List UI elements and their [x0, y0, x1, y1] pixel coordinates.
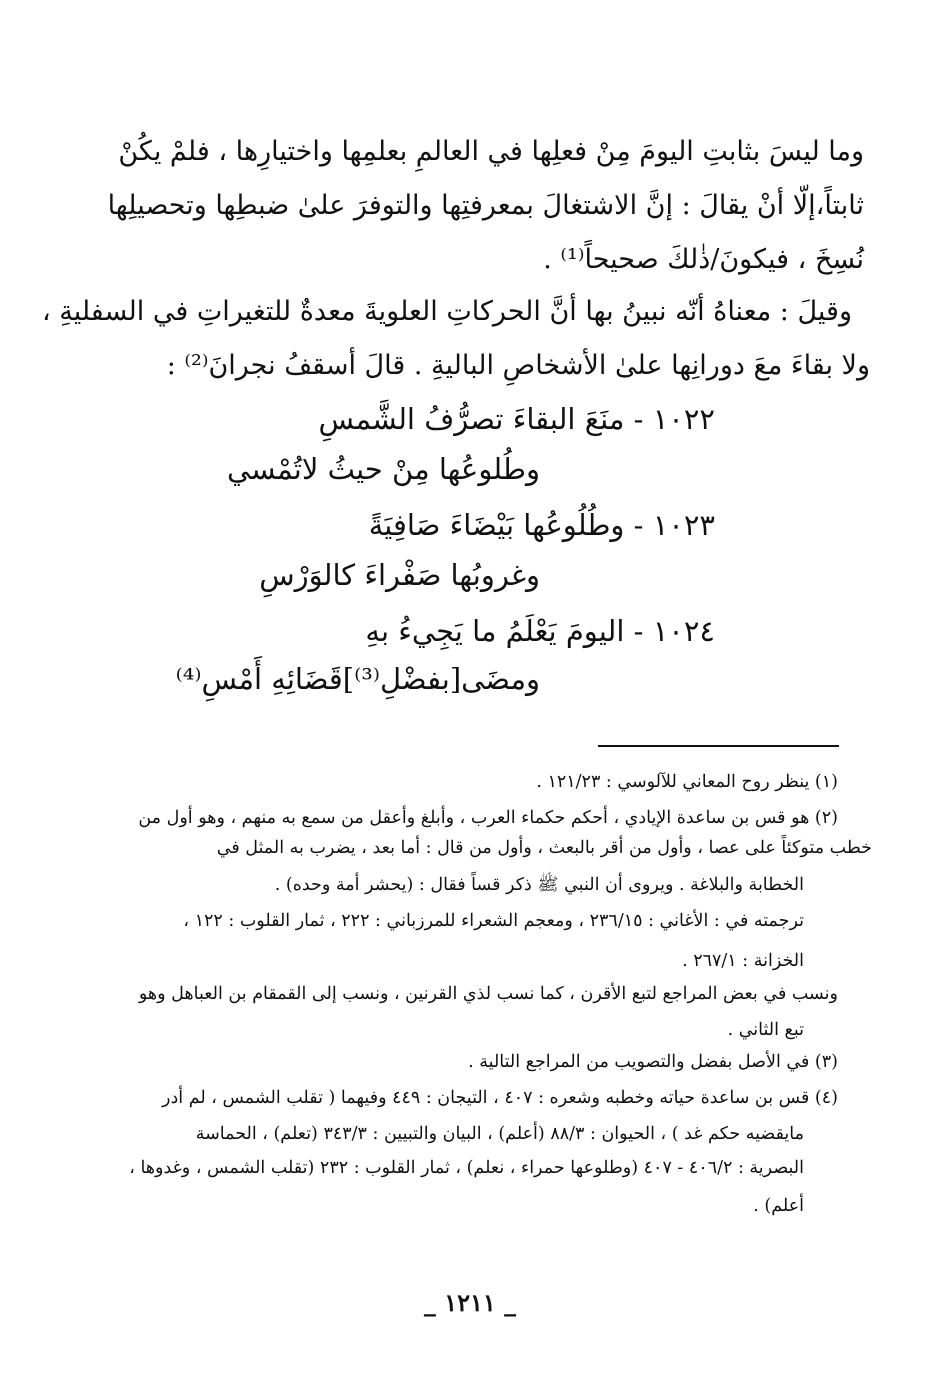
- footnote-4-line-1: (٤) قس بن ساعدة حياته وخطبه وشعره : ٤٠٧ ، التيجان : ٤٤٩ وفيهما ( تقلب الشمس ، لم أدر: [162, 1088, 838, 1108]
- body-line-4: وقيلَ : معناهُ أنّه نبينُ بها أنَّ الحركاتِ العلويةَ معدةٌ للتغيراتِ في السفليةِ ،: [41, 296, 852, 327]
- footnote-1: (١) ينظر روح المعاني للآلوسي : ١٢١/٢٣ .: [536, 772, 838, 792]
- verse-1024-second-hemistich: ومضَى[بفضْلِ⁽³⁾]قَضَائِهِ أَمْسِ⁽⁴⁾: [175, 662, 540, 696]
- footnote-2-line-5: الخزانة : ٢٦٧/١ .: [682, 951, 804, 971]
- footnote-2-line-1: (٢) هو قس بن ساعدة الإيادي ، أحكم حكماء العرب ، وأبلغ وأعقل من سمع به منهم ، وهو أول من: [138, 808, 838, 828]
- body-line-3: نُسِخَ ، فيكونَ/ذٰلكَ صحيحاً⁽¹⁾ .: [543, 244, 864, 275]
- footnote-2-line-2: خطب متوكئاً على عصا ، وأول من أقر بالبعث ، وأول من قال : أما بعد ، يضرب به المثل في: [216, 838, 872, 858]
- body-line-5: ولا بقاءَ معَ دورانِها علىٰ الأشخاصِ الباليةِ . قالَ أسقفُ نجرانَ⁽²⁾ :: [166, 350, 870, 381]
- footnote-4-line-4: أعلم) .: [753, 1196, 804, 1216]
- footnote-4-line-2: مايقضيه حكم غد ) ، الحيوان : ٨٨/٣ (أعلم) ، البيان والتبيين : ٣٤٣/٣ (تعلم) ، الحماسة: [195, 1124, 804, 1144]
- verse-number: ١٠٢٢ -: [633, 402, 715, 436]
- footnote-separator: [598, 745, 839, 747]
- verse-text: منَعَ البقاءَ تصرُّفُ الشَّمسِ: [318, 402, 625, 436]
- footnote-2-line-6: ونسب في بعض المراجع لتبع الأقرن ، كما نسب لذي القرنين ، ونسب إلى القمقام بن العباهل وهو: [138, 984, 838, 1004]
- verse-text: اليومَ يَعْلَمُ ما يَجِيءُ بهِ: [365, 614, 625, 648]
- verse-number: ١٠٢٣ -: [633, 508, 715, 542]
- body-line-1: وما ليسَ بثابتِ اليومَ مِنْ فعلِها في العالمِ بعلمِها واختيارِها ، فلمْ يكُنْ: [118, 136, 864, 167]
- footnote-2-line-3: الخطابة والبلاغة . ويروى أن النبي ﷺ ذكر قساً فقال : (يحشر أمة وحده) .: [274, 875, 804, 895]
- verse-text: وطُلُوعُها بَيْضَاءَ صَافِيَةً: [368, 508, 625, 542]
- verse-1024-first-hemistich: [365, 614, 715, 648]
- footnote-4-line-3: البصرية : ٤٠٦/٢ - ٤٠٧ (وطلوعها حمراء ، نعلم) ، ثمار القلوب : ٢٣٢ (تقلب الشمس ، وغدوها ،: [129, 1158, 804, 1178]
- page-number: _ ١٢١١ _: [423, 1288, 517, 1317]
- footnote-3: (٣) في الأصل بفضل والتصويب من المراجع التالية .: [468, 1052, 838, 1072]
- verse-1022-second-hemistich: وطُلوعُها مِنْ حيثُ لاتُمْسي: [226, 452, 540, 486]
- verse-1023-first-hemistich: [369, 508, 715, 542]
- verse-number: ١٠٢٤ -: [633, 614, 715, 648]
- body-line-2: ثابتاً،إلّا أنْ يقالَ : إنَّ الاشتغالَ بمعرفتِها والتوفرَ علىٰ ضبطِها وتحصيلِها: [107, 190, 864, 221]
- footnote-2-line-7: تبع الثاني .: [727, 1020, 804, 1040]
- verse-1023-second-hemistich: وغروبُها صَفْراءَ كالوَرْسِ: [259, 558, 540, 592]
- footnote-2-line-4: ترجمته في : الأغاني : ٢٣٦/١٥ ، ومعجم الشعراء للمرزباني : ٢٢٢ ، ثمار القلوب : ١٢٢ ،: [183, 911, 804, 931]
- verse-1022-first-hemistich: [318, 402, 715, 436]
